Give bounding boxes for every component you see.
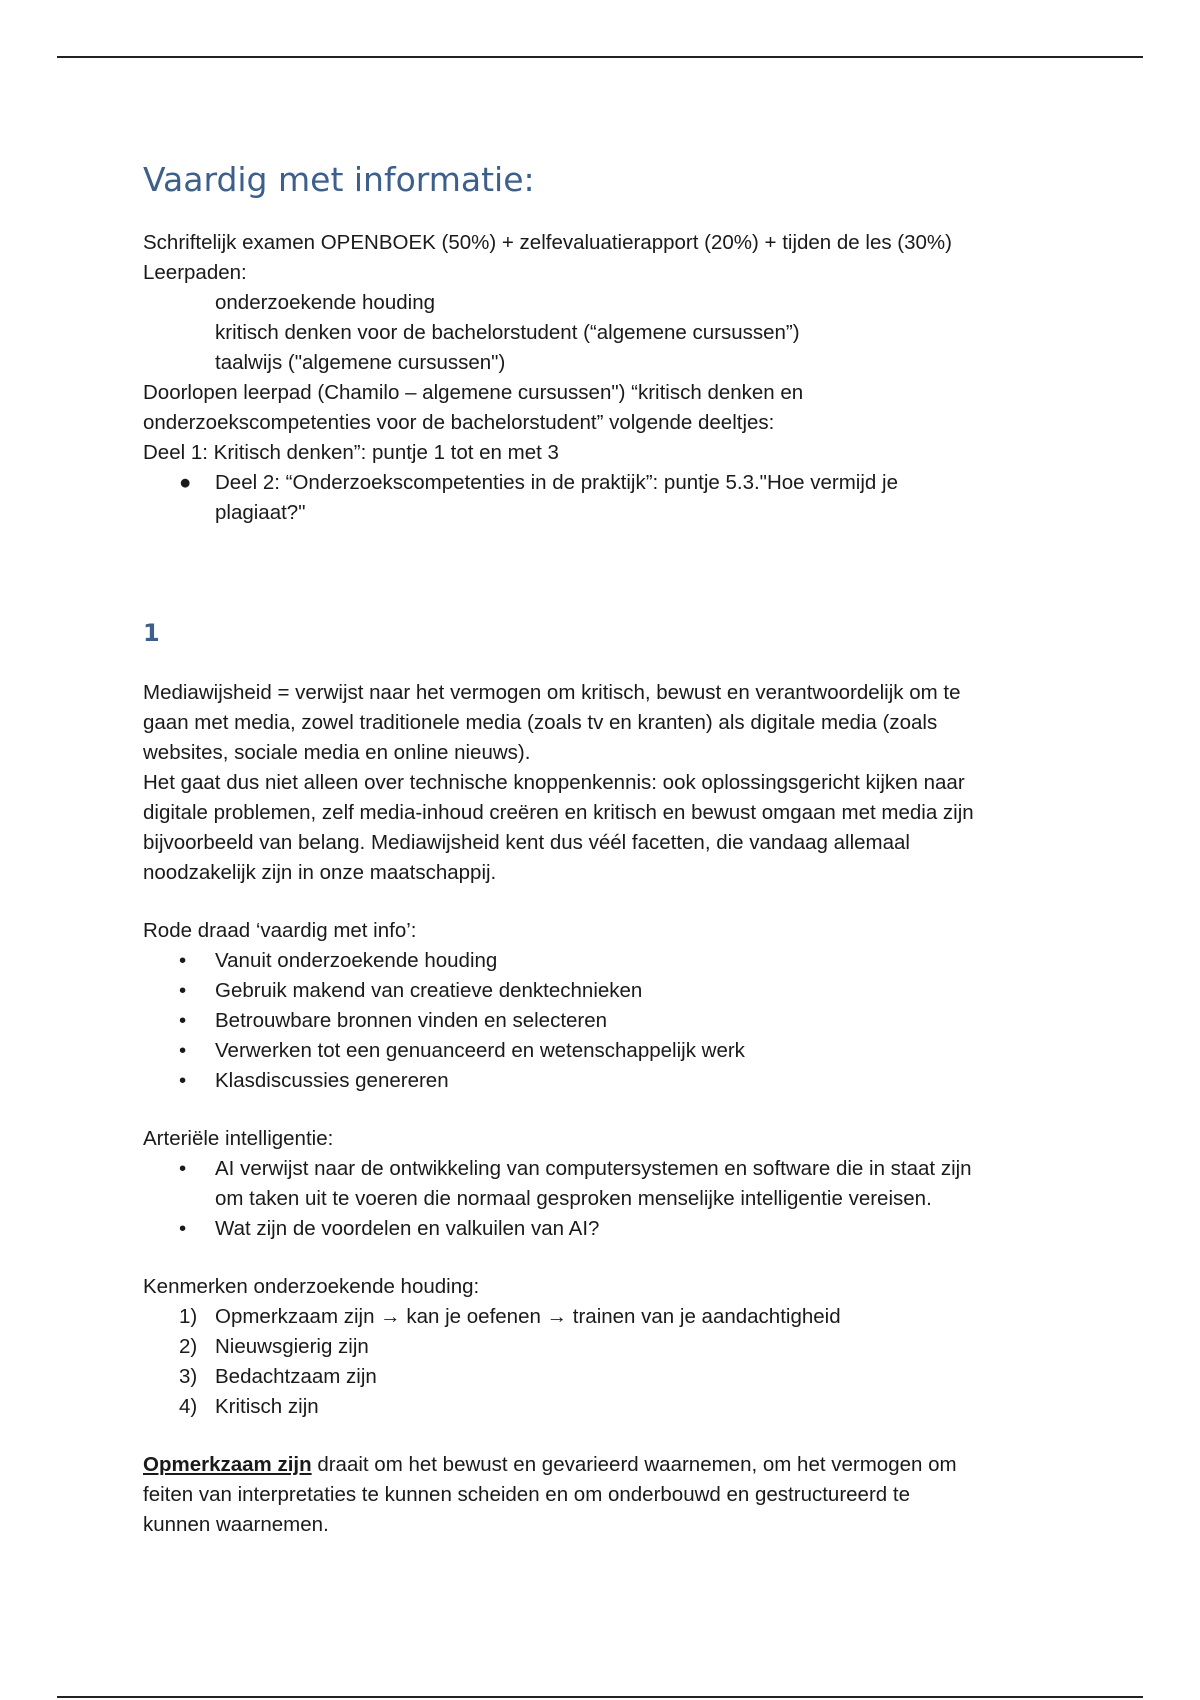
list-number: 4) [179, 1395, 198, 1418]
media-line: digitale problemen, zelf media-inhoud creëren en kritisch en bewust omgaan met media zijn [143, 801, 974, 824]
list-item [143, 468, 1063, 528]
opmerkzaam-rest: draait om het bewust en gevarieerd waarnemen, om het vermogen om [311, 1453, 957, 1476]
list-item-text: Opmerkzaam zijn → kan je oefenen → trainen van je aandachtigheid [215, 1305, 841, 1328]
kenmerken-label: Kenmerken onderzoekende houding: [143, 1275, 480, 1298]
media-section [143, 678, 1063, 888]
list-item-text: Bedachtzaam zijn [215, 1365, 377, 1388]
list-item [143, 1006, 1063, 1036]
bullet-icon: • [179, 1069, 187, 1092]
footer-rule [57, 1696, 1143, 1698]
bullet-icon: • [179, 1157, 187, 1180]
path-text-line: onderzoekscompetenties voor de bachelorstudent” volgende deeltjes: [143, 411, 775, 434]
opmerkzaam-line: kunnen waarnemen. [143, 1513, 329, 1536]
path-item: onderzoekende houding [215, 291, 435, 314]
list-item [143, 1066, 1063, 1096]
rode-draad-list [143, 946, 1063, 1096]
document-page [143, 160, 1063, 1540]
part-1-line: Deel 1: Kritisch denken”: puntje 1 tot en met 3 [143, 441, 559, 464]
ai-item-text: Wat zijn de voordelen en valkuilen van AI? [215, 1217, 600, 1240]
list-item [143, 1362, 1063, 1392]
rode-draad-section [143, 916, 1063, 1096]
media-line: Het gaat dus niet alleen over technische knoppenkennis: ook oplossingsgericht kijken naar [143, 771, 965, 794]
list-item [143, 1154, 1063, 1214]
path-text-line: Doorlopen leerpad (Chamilo – algemene cursussen") “kritisch denken en [143, 381, 804, 404]
media-line: websites, sociale media en online nieuws). [143, 741, 531, 764]
paths-label: Leerpaden: [143, 261, 247, 284]
ai-item-line: AI verwijst naar de ontwikkeling van computersystemen en software die in staat zijn [215, 1157, 972, 1180]
list-item-text: Gebruik makend van creatieve denktechnieken [215, 979, 643, 1002]
list-item [143, 1302, 1063, 1332]
media-line: Mediawijsheid = verwijst naar het vermogen om kritisch, bewust en verantwoordelijk om te [143, 681, 961, 704]
rode-draad-label: Rode draad ‘vaardig met info’: [143, 919, 417, 942]
path-item: taalwijs ("algemene cursussen") [215, 351, 506, 374]
list-item-text: Nieuwsgierig zijn [215, 1335, 369, 1358]
intro-section [143, 228, 1063, 528]
header-rule [57, 56, 1143, 58]
bullet-icon: • [179, 1217, 187, 1240]
list-item-text: Vanuit onderzoekende houding [215, 949, 498, 972]
list-item [143, 1214, 1063, 1244]
ai-list [143, 1154, 1063, 1244]
list-number: 1) [179, 1305, 198, 1328]
list-item-text: Klasdiscussies genereren [215, 1069, 449, 1092]
opmerkzaam-line [143, 1450, 1063, 1480]
opmerkzaam-term: Opmerkzaam zijn [143, 1453, 312, 1476]
ai-section [143, 1124, 1063, 1244]
bullet-icon: • [179, 979, 187, 1002]
list-item [143, 1332, 1063, 1362]
kenmerken-list [143, 1302, 1063, 1422]
list-item-text: Verwerken tot een genuanceerd en wetenschappelijk werk [215, 1039, 745, 1062]
list-number: 2) [179, 1335, 198, 1358]
media-line: bijvoorbeeld van belang. Mediawijsheid kent dus véél facetten, die vandaag allemaal [143, 831, 910, 854]
opmerkzaam-section [143, 1450, 1063, 1540]
list-item-text: Betrouwbare bronnen vinden en selecteren [215, 1009, 608, 1032]
part-2-list [143, 468, 1063, 528]
bullet-icon: • [179, 1039, 187, 1062]
list-number: 3) [179, 1365, 198, 1388]
list-item [143, 1036, 1063, 1066]
part-2-line: Deel 2: “Onderzoekscompetenties in de praktijk”: puntje 5.3."Hoe vermijd je [215, 471, 898, 494]
media-line: noodzakelijk zijn in onze maatschappij. [143, 861, 497, 884]
part-2-line: plagiaat?" [215, 501, 306, 524]
list-item [143, 1392, 1063, 1422]
ai-label: Arteriële intelligentie: [143, 1127, 334, 1150]
section-heading: 1 [143, 619, 160, 647]
list-item [143, 946, 1063, 976]
list-item [143, 976, 1063, 1006]
bullet-icon: • [179, 1009, 187, 1032]
path-item: kritisch denken voor de bachelorstudent (“algemene cursussen”) [215, 321, 800, 344]
opmerkzaam-line: feiten van interpretaties te kunnen scheiden en om onderbouwd en gestructureerd te [143, 1483, 910, 1506]
media-line: gaan met media, zowel traditionele media (zoals tv en kranten) als digitale media (zoals [143, 711, 938, 734]
bullet-icon: ● [179, 471, 192, 494]
kenmerken-section [143, 1272, 1063, 1422]
bullet-icon: • [179, 949, 187, 972]
exam-line: Schriftelijk examen OPENBOEK (50%) + zelfevaluatierapport (20%) + tijden de les (30%) [143, 231, 952, 254]
ai-item-line: om taken uit te voeren die normaal gesproken menselijke intelligentie vereisen. [215, 1187, 932, 1210]
page-title: Vaardig met informatie: [143, 160, 535, 199]
list-item-text: Kritisch zijn [215, 1395, 319, 1418]
